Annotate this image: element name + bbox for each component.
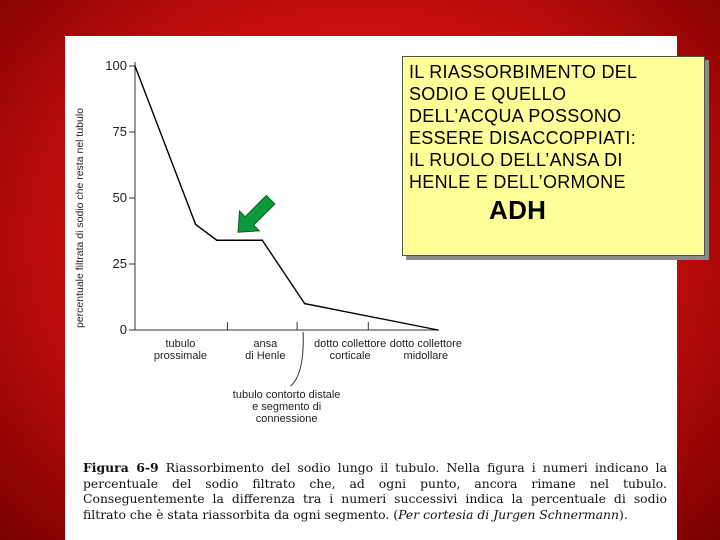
data-point: [261, 239, 263, 241]
y-tick-label: 50: [112, 190, 127, 205]
callout-box: [402, 56, 705, 256]
data-point: [134, 65, 136, 67]
y-tick-label: 100: [105, 58, 127, 73]
x-category-label: dotto collettore midollare: [389, 338, 462, 362]
caption-text: Riassorbimento del sodio lungo il tubulo. Nella figura i numeri indicano la percentuale del sodio filtrato che, ad ogni punto, ancora rimane nel tubulo. Conseguentemente la differenza tra i numeri successivi indica la percentuale di sodio filtrato che è stata riassorbita da ogni segmento. (: [83, 460, 667, 522]
callout-emphasis: ADH: [489, 195, 547, 225]
y-tick-label: 25: [112, 256, 127, 271]
leader-line: [291, 332, 304, 386]
data-point: [216, 239, 218, 241]
caption-credit: Per cortesia di Jurgen Schnermann: [398, 506, 619, 522]
callout-line: IL RUOLO DELL’ANSA DI: [409, 150, 623, 170]
callout-line: IL RIASSORBIMENTO DEL: [409, 62, 638, 82]
x-category-label: ansa di Henle: [245, 338, 286, 362]
caption-end: ).: [619, 506, 628, 522]
y-axis-title: percentuale filtrata di sodio che resta nel tubulo: [74, 107, 86, 329]
y-tick-label: 0: [119, 322, 127, 337]
callout-line: DELL’ACQUA POSSONO: [409, 106, 622, 126]
series-line: [135, 66, 438, 330]
callout-line: HENLE E DELL’ORMONE: [409, 172, 626, 192]
distal-segment-label: tubulo contorto distale e segmento di connessione: [232, 389, 341, 425]
data-point: [304, 303, 306, 305]
pointer-arrow: [228, 190, 280, 242]
figure-caption: [83, 460, 667, 522]
callout-line: SODIO E QUELLO: [409, 84, 567, 104]
y-tick-label: 75: [112, 124, 127, 139]
figure-panel: [65, 36, 677, 540]
x-category-label: dotto collettore corticale: [314, 338, 387, 362]
data-point: [195, 224, 197, 226]
caption-figure-label: Figura 6-9: [83, 460, 159, 475]
data-point: [437, 329, 439, 331]
x-category-label: tubulo prossimale: [153, 338, 208, 362]
callout-line: ESSERE DISACCOPPIATI:: [409, 128, 637, 148]
